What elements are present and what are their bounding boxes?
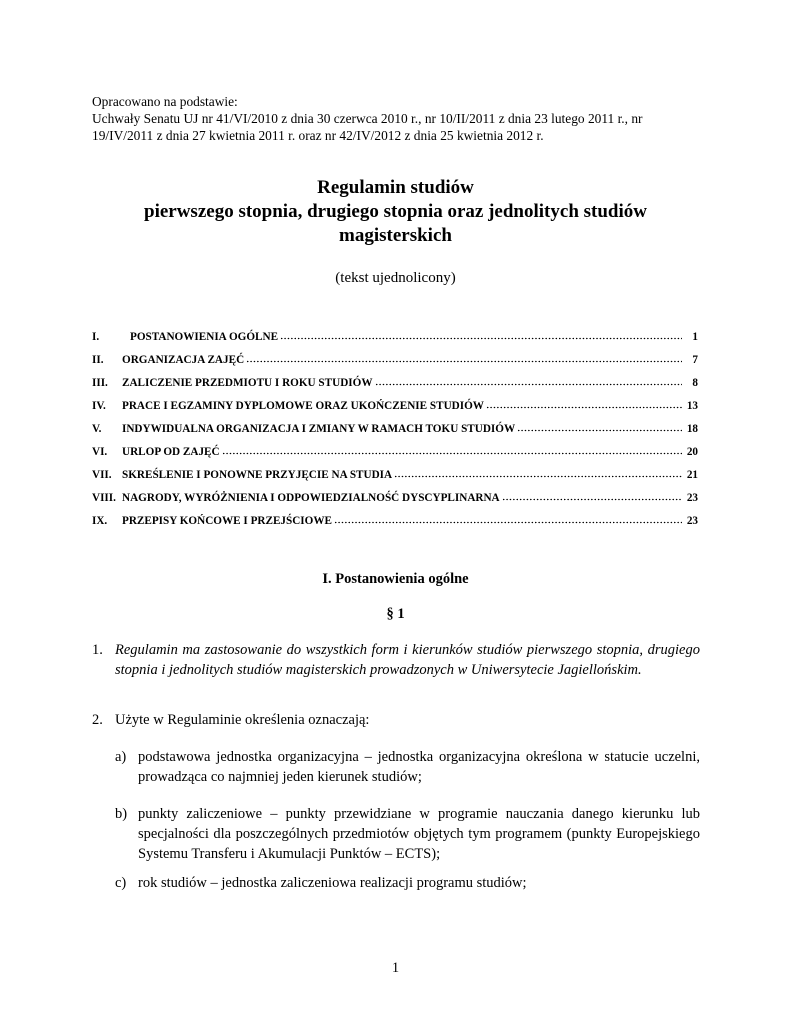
document-subtitle: (tekst ujednolicony): [335, 270, 456, 286]
sub-item-letter: a): [115, 749, 127, 765]
toc-entry[interactable]: [92, 327, 698, 350]
toc-entry-page: 18: [686, 423, 698, 435]
toc-leader-dots: [334, 511, 682, 524]
toc-leader-dots: [280, 327, 682, 340]
toc-entry-number: VI.: [92, 446, 108, 458]
document-title-line: Regulamin studiów: [317, 177, 474, 198]
page-number: 1: [391, 960, 400, 976]
toc-entry-number: IV.: [92, 400, 106, 412]
toc-entry-page: 23: [686, 515, 698, 527]
toc-leader-dots: [486, 396, 682, 409]
toc-leader-dots: [246, 350, 682, 363]
toc-entry-number: VII.: [92, 469, 112, 481]
toc-entry-page: 13: [686, 400, 698, 412]
sub-item-text: rok studiów – jednostka zaliczeniowa realizacji programu studiów;: [138, 875, 527, 891]
toc-entry-title: PRACE I EGZAMINY DYPLOMOWE ORAZ UKOŃCZENIE STUDIÓW: [122, 400, 484, 412]
toc-leader-dots: [517, 419, 682, 432]
toc-entry-title: SKREŚLENIE I PONOWNE PRZYJĘCIE NA STUDIA: [122, 469, 393, 481]
sub-item-letter: c): [115, 875, 127, 891]
toc-entry-title: POSTANOWIENIA OGÓLNE: [130, 331, 279, 343]
numbered-item: [92, 710, 700, 730]
table-of-contents: [92, 327, 698, 534]
toc-entry[interactable]: [92, 442, 698, 465]
paragraph-heading: § 1: [386, 606, 405, 622]
toc-entry[interactable]: [92, 373, 698, 396]
section-heading: I. Postanowienia ogólne: [322, 571, 469, 587]
toc-entry-number: II.: [92, 354, 104, 366]
sub-item: [115, 873, 700, 893]
toc-entry[interactable]: [92, 396, 698, 419]
sub-item-letter: b): [115, 806, 128, 822]
toc-entry[interactable]: [92, 350, 698, 373]
toc-entry-number: VIII.: [92, 492, 116, 504]
toc-entry[interactable]: [92, 419, 698, 442]
header-note-line: Opracowano na podstawie:: [92, 94, 238, 109]
toc-entry-number: III.: [92, 377, 108, 389]
toc-entry-number: I.: [92, 331, 100, 343]
toc-entry-title: PRZEPISY KOŃCOWE I PRZEJŚCIOWE: [122, 515, 333, 527]
sub-item: [115, 747, 700, 787]
toc-entry[interactable]: [92, 488, 698, 511]
header-note: [92, 93, 712, 144]
toc-entry[interactable]: [92, 511, 698, 534]
item-number: 1.: [92, 642, 103, 658]
toc-leader-dots: [394, 465, 682, 478]
toc-entry-title: NAGRODY, WYRÓŻNIENIA I ODPOWIEDZIALNOŚĆ DYSCYPLINARNA: [122, 492, 500, 504]
toc-leader-dots: [375, 373, 682, 386]
header-note-line: 19/IV/2011 z dnia 27 kwietnia 2011 r. oraz nr 42/IV/2012 z dnia 25 kwietnia 2012 r.: [92, 128, 544, 143]
document-title: [0, 176, 791, 248]
item-number: 2.: [92, 712, 103, 728]
toc-entry-page: 23: [686, 492, 698, 504]
toc-entry-page: 21: [686, 469, 698, 481]
toc-entry-title: INDYWIDUALNA ORGANIZACJA I ZMIANY W RAMACH TOKU STUDIÓW: [122, 423, 516, 435]
numbered-item: [92, 640, 700, 680]
toc-entry-number: V.: [92, 423, 102, 435]
toc-leader-dots: [502, 488, 682, 501]
document-title-line: magisterskich: [339, 225, 452, 246]
toc-entry-number: IX.: [92, 515, 108, 527]
sub-item-text: punkty zaliczeniowe – punkty przewidziane w programie nauczania danego kierunku lub specjalności dla poszczególnych przedmiotów objętych tym programem (punkty Europejskiego Systemu Transferu i Akumulacji Punktów – ECTS);: [138, 806, 700, 862]
toc-leader-dots: [222, 442, 682, 455]
header-note-line: Uchwały Senatu UJ nr 41/VI/2010 z dnia 30 czerwca 2010 r., nr 10/II/2011 z dnia 23 lutego 2011 r., nr: [92, 111, 643, 126]
document-title-line: pierwszego stopnia, drugiego stopnia oraz jednolitych studiów: [144, 201, 647, 222]
toc-entry-page: 8: [692, 377, 698, 389]
item-text: Regulamin ma zastosowanie do wszystkich form i kierunków studiów pierwszego stopnia, drugiego stopnia i jednolitych studiów magisterskich prowadzonych w Uniwersytecie Jagiellońskim.: [115, 642, 700, 678]
toc-entry-title: ZALICZENIE PRZEDMIOTU I ROKU STUDIÓW: [122, 377, 373, 389]
item-text: Użyte w Regulaminie określenia oznaczają:: [115, 712, 370, 728]
toc-entry-title: URLOP OD ZAJĘĆ: [122, 446, 220, 458]
sub-item: [115, 804, 700, 864]
toc-entry-page: 20: [686, 446, 698, 458]
toc-entry[interactable]: [92, 465, 698, 488]
toc-entry-page: 7: [692, 354, 698, 366]
toc-entry-page: 1: [692, 331, 698, 343]
toc-entry-title: ORGANIZACJA ZAJĘĆ: [122, 354, 245, 366]
sub-item-text: podstawowa jednostka organizacyjna – jednostka organizacyjna określona w statucie uczelni, prowadząca co najmniej jeden kierunek studiów;: [138, 749, 700, 785]
